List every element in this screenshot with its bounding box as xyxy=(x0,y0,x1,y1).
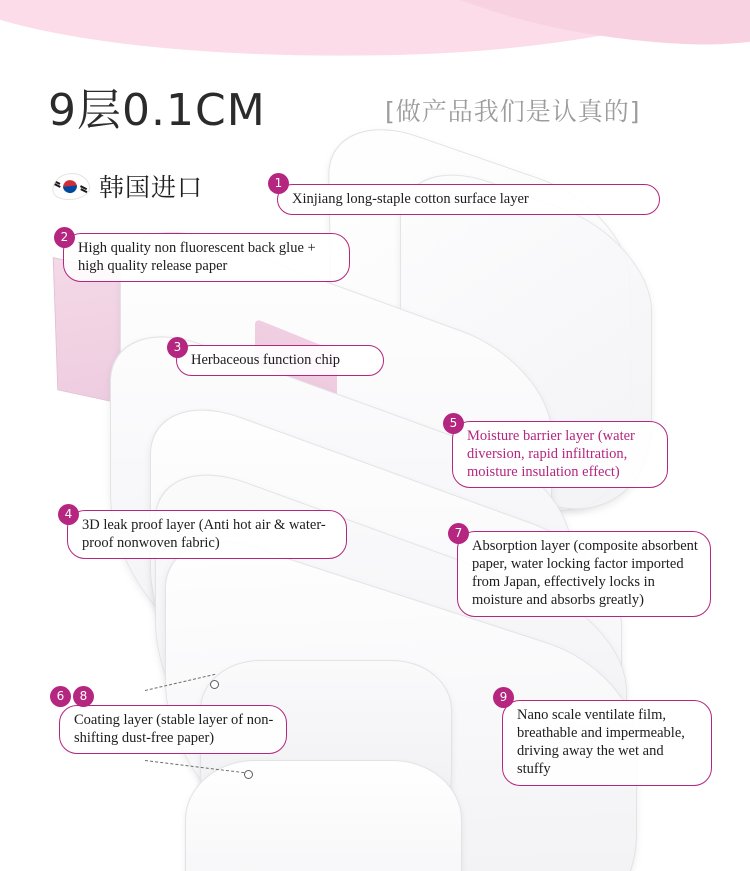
layer-shape-9-bottom-pad-b xyxy=(185,760,462,871)
callout-badge-9: 9 xyxy=(493,687,514,708)
callout-3 xyxy=(176,345,384,376)
callout-badge-1: 1 xyxy=(268,173,289,194)
callout-badge-3: 3 xyxy=(167,337,188,358)
leader-dot-6 xyxy=(244,770,253,779)
origin-label: 韩国进口 xyxy=(99,173,204,202)
callout-badge-7: 7 xyxy=(448,523,469,544)
page-title: 9层0.1CM xyxy=(48,85,266,136)
page-subtitle: [做产品我们是认真的] xyxy=(385,97,641,126)
callout-badge-6: 6 xyxy=(50,686,71,707)
callout-text-5: Moisture barrier layer (water diversion, rapid infiltration, moisture insulation effect) xyxy=(467,428,635,481)
callout-badge-2: 2 xyxy=(54,227,75,248)
callout-9 xyxy=(502,700,712,786)
callout-5 xyxy=(452,421,668,488)
callout-7 xyxy=(457,531,711,617)
callout-2 xyxy=(63,233,350,282)
callout-1 xyxy=(277,184,660,215)
callout-text-4: 3D leak proof layer (Anti hot air & water-proof nonwoven fabric) xyxy=(82,517,326,552)
callout-text-6: Coating layer (stable layer of non-shifting dust-free paper) xyxy=(74,712,274,747)
callout-text-3: Herbaceous function chip xyxy=(191,352,340,368)
callout-text-7: Absorption layer (composite absorbent paper, water locking factor imported from Japan, effectively locks in moisture and absorbs greatly) xyxy=(472,538,698,609)
leader-dot-8 xyxy=(210,680,219,689)
callout-4 xyxy=(67,510,347,559)
callout-6 xyxy=(59,705,287,754)
callout-badge-5: 5 xyxy=(443,413,464,434)
callout-badge-8: 8 xyxy=(73,686,94,707)
callout-text-9: Nano scale ventilate film, breathable and impermeable, driving away the wet and stuffy xyxy=(517,707,685,778)
callout-text-2: High quality non fluorescent back glue + high quality release paper xyxy=(78,240,316,275)
callout-text-1: Xinjiang long-staple cotton surface layer xyxy=(292,191,529,207)
callout-badge-4: 4 xyxy=(58,504,79,525)
